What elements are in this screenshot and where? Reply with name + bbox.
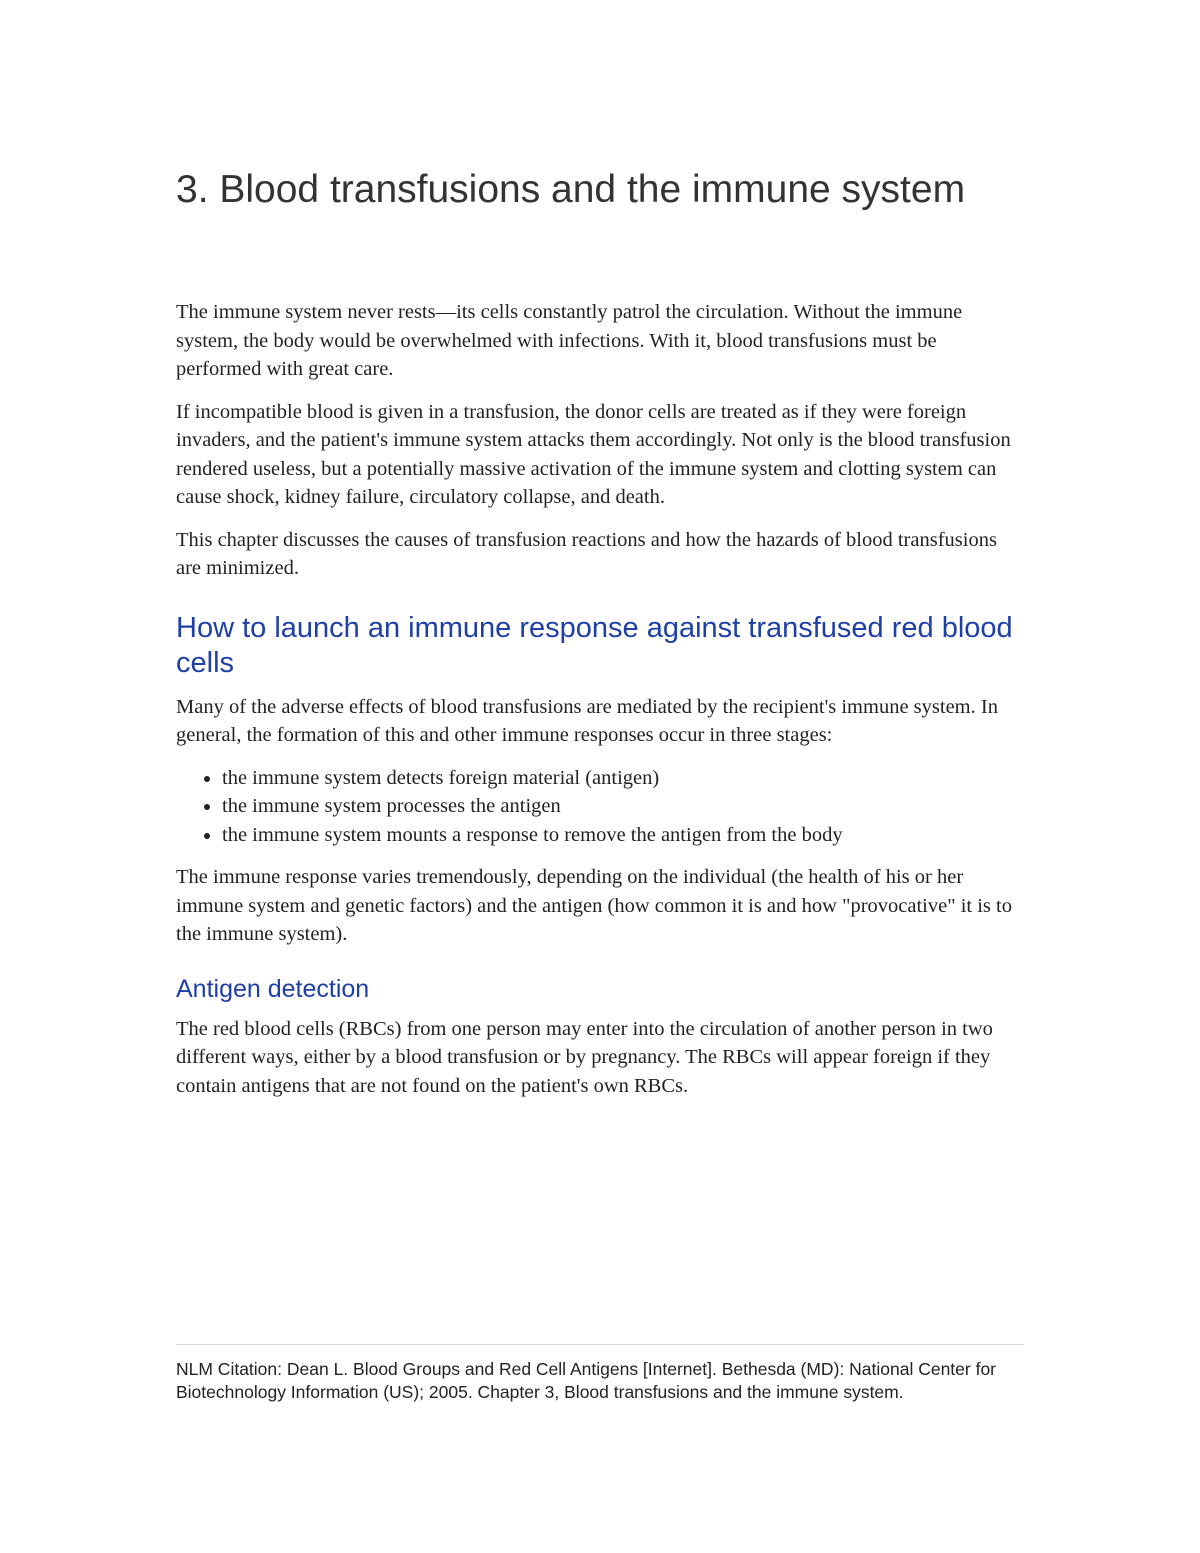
section1-paragraph-1: Many of the adverse effects of blood transfusions are mediated by the recipient's immune system. In general, the formation of this and other immune responses occur in three stages: — [176, 695, 998, 746]
intro-paragraph-3: This chapter discusses the causes of transfusion reactions and how the hazards of blood transfusions are minimized. — [176, 528, 997, 579]
section-heading-immune-response: How to launch an immune response against transfused red blood cells — [176, 611, 1013, 679]
chapter-title: 3. Blood transfusions and the immune system — [176, 168, 966, 211]
section1-paragraph-2: The immune response varies tremendously, depending on the individual (the health of his or her immune system and genetic factors) and the antigen (how common it is and how "provocative" it is to the immune system). — [176, 866, 1012, 945]
list-item: • the immune system detects foreign material (antigen) — [222, 764, 1026, 793]
section-heading-antigen-detection: Antigen detection — [176, 974, 370, 1003]
list-item: • the immune system mounts a response to remove the antigen from the body — [222, 821, 1026, 850]
footer-divider — [176, 1344, 1024, 1345]
immune-stages-list — [176, 764, 1026, 850]
intro-paragraph-1: The immune system never rests—its cells constantly patrol the circulation. Without the immune system, the body would be overwhelmed with infections. With it, blood transfusions must be performed with great care. — [176, 301, 963, 380]
nlm-citation: NLM Citation: Dean L. Blood Groups and Red Cell Antigens [Internet]. Bethesda (MD): National Center for Biotechnology Information (US); 2005. Chapter 3, Blood transfusions and the immune system. — [176, 1359, 997, 1402]
section2-paragraph-1: The red blood cells (RBCs) from one person may enter into the circulation of another person in two different ways, either by a blood transfusion or by pregnancy. The RBCs will appear foreign if they contain antigens that are not found on the patient's own RBCs. — [176, 1017, 993, 1097]
list-item: • the immune system processes the antigen — [222, 792, 1026, 821]
chapter-body — [176, 298, 1026, 1114]
intro-paragraph-2: If incompatible blood is given in a transfusion, the donor cells are treated as if they were foreign invaders, and the patient's immune system attacks them accordingly. Not only is the blood transfusion rendered useless, but a potentially massive activation of the immune system and clotting system can cause shock, kidney failure, circulatory collapse, and death. — [176, 400, 1011, 508]
